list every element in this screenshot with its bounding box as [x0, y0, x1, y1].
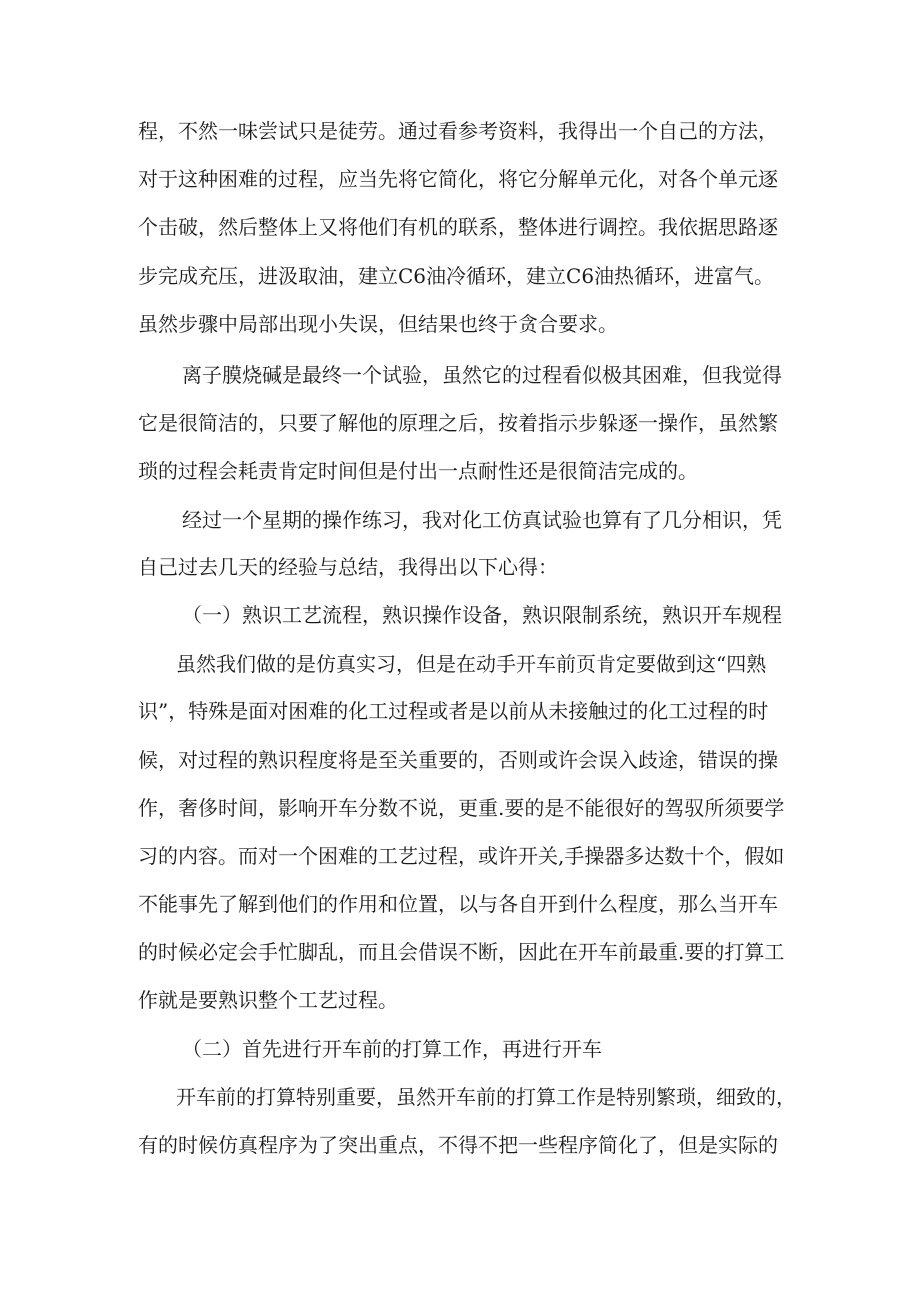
- text-line: 习的内容。而对一个困难的工艺过程，或许开关,手操器多达数十个，假如: [138, 844, 785, 868]
- text-line: 虽然我们做的是仿真实习，但是在动手开车前页肯定要做到这“四熟: [176, 652, 767, 676]
- text-line: 它是很简洁的，只要了解他的原理之后，按着指示步躲逐一操作，虽然繁: [138, 411, 778, 435]
- text-line: 程，不然一味尝试只是徒劳。通过看参考资料，我得出一个自己的方法，: [138, 119, 778, 143]
- text-line: 自己过去几天的经验与总结，我得出以下心得：: [138, 555, 558, 579]
- text-line: 作就是要熟识整个工艺过程。: [138, 988, 398, 1012]
- text-line: 虽然步骤中局部出现小失误，但结果也终于贪合要求。: [138, 312, 618, 336]
- text-line: 琐的过程会耗责肯定时间但是付出一点耐性还是很简洁完成的。: [138, 459, 698, 483]
- text-line: 对于这种困难的过程，应当先将它简化，将它分解单元化，对各个单元逐: [138, 167, 778, 191]
- text-line: 不能事先了解到他们的作用和位置，以与各自开到什么程度，那么当开车: [138, 892, 778, 916]
- text-line: 个击破，然后整体上又将他们有机的联系，整体进行调控。我依据思路逐: [138, 215, 778, 239]
- text-line: 开车前的打算特别重要，虽然开车前的打算工作是特别繁琐，细致的，: [176, 1085, 796, 1109]
- text-line: 识”，特殊是面对困难的化工过程或者是以前从未接触过的化工过程的时: [138, 699, 769, 723]
- text-line: 候，对过程的熟识程度将是至关重要的，否则或许会误入歧途，错误的操: [138, 748, 778, 772]
- text-line: 的时候必定会手忙脚乱，而且会借误不断，因此在开车前最重.要的打算工: [138, 940, 785, 964]
- text-line: 有的时候仿真程序为了突出重点，不得不把一些程序简化了，但是实际的: [138, 1133, 778, 1157]
- text-line: 离子膜烧碱是最终一个试验，虽然它的过程看似极其困难，但我觉得: [182, 363, 782, 387]
- section-heading: （二）首先进行开车前的打算工作，再进行开车: [182, 1037, 602, 1061]
- section-heading: （一）熟识工艺流程，熟识操作设备，熟识限制系统，熟识开车规程: [182, 603, 782, 627]
- text-line: 经过一个星期的操作练习，我对化工仿真试验也算有了几分相识，凭: [182, 508, 782, 532]
- text-line: 步完成充压，进汲取油，建立C6油冷循环，建立C6油热循环，进富气。: [138, 264, 775, 288]
- text-line: 作，奢侈时间，影响开车分数不说，更重.要的是不能很好的驾驭所须要学: [138, 796, 785, 820]
